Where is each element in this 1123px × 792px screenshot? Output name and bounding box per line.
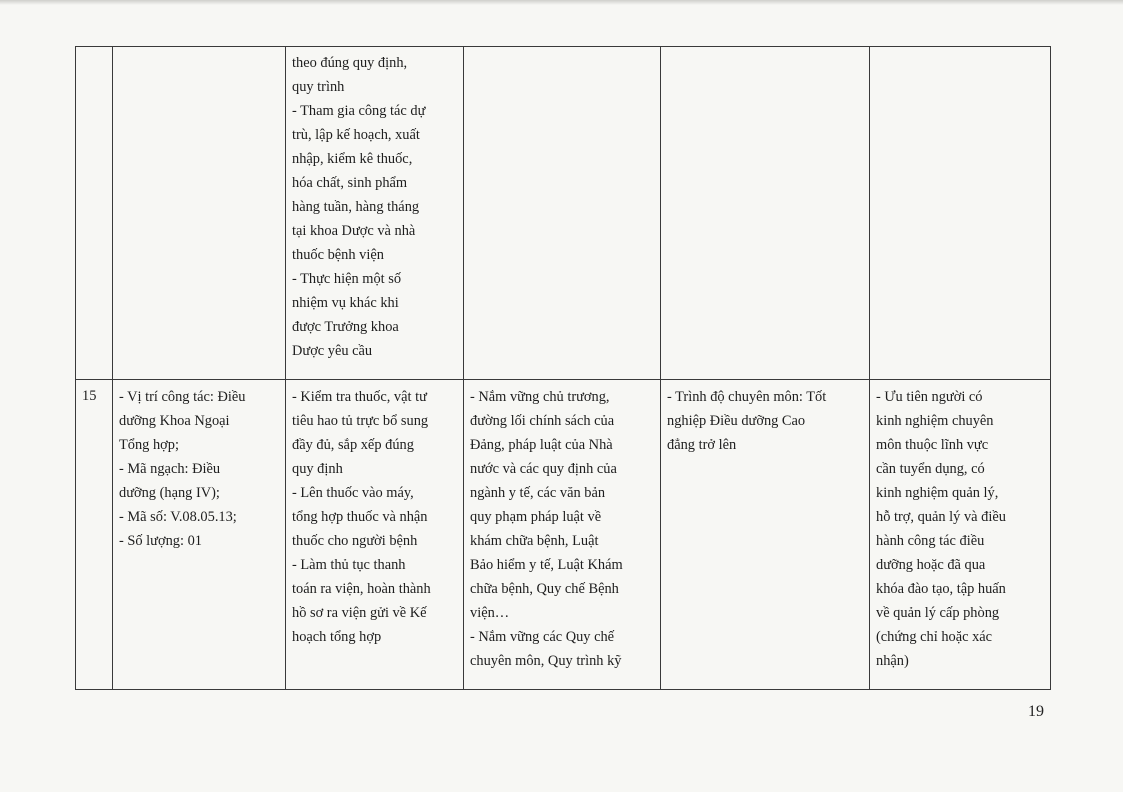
- priority-line: kinh nghiệm chuyên: [876, 413, 994, 429]
- cell-stt: [76, 47, 113, 380]
- cell-qualification: [661, 47, 870, 380]
- knowledge-line: ngành y tế, các văn bản: [470, 485, 606, 501]
- priority-line: môn thuộc lĩnh vực: [876, 437, 989, 453]
- knowledge-line: viện…: [470, 605, 510, 621]
- qualification-line: - Trình độ chuyên môn: Tốt: [667, 389, 827, 405]
- cell-qualification: [661, 380, 870, 690]
- priority-line: về quản lý cấp phòng: [876, 605, 1000, 621]
- priority-line: khóa đào tạo, tập huấn: [876, 581, 1006, 597]
- position-line: dưỡng Khoa Ngoại: [119, 413, 230, 429]
- duty-line: được Trưởng khoa: [292, 319, 399, 335]
- duty-line: quy trình: [292, 79, 345, 95]
- position-line: - Số lượng: 01: [119, 533, 202, 549]
- qualification-line: đẳng trở lên: [667, 437, 737, 453]
- duty-line: - Kiểm tra thuốc, vật tư: [292, 389, 427, 405]
- knowledge-line: Bảo hiểm y tế, Luật Khám: [470, 557, 623, 573]
- priority-line: hành công tác điều: [876, 533, 985, 549]
- duty-line: - Lên thuốc vào máy,: [292, 485, 414, 501]
- duty-line: hóa chất, sinh phẩm: [292, 175, 408, 191]
- scan-top-edge: [0, 0, 1123, 5]
- duty-line: hồ sơ ra viện gửi về Kế: [292, 605, 427, 621]
- duty-line: nhập, kiểm kê thuốc,: [292, 151, 413, 167]
- knowledge-line: khám chữa bệnh, Luật: [470, 533, 599, 549]
- position-line: - Mã ngạch: Điều: [119, 461, 221, 477]
- table-row-15: [76, 380, 1051, 690]
- duty-line: nhiệm vụ khác khi: [292, 295, 399, 311]
- priority-line: - Ưu tiên người có: [876, 389, 983, 405]
- position-line: - Vị trí công tác: Điều: [119, 389, 246, 405]
- position-line: Tổng hợp;: [119, 437, 179, 453]
- duty-line: tại khoa Dược và nhà: [292, 223, 416, 239]
- cell-position: [113, 380, 286, 690]
- priority-line: hỗ trợ, quản lý và điều: [876, 509, 1006, 525]
- cell-knowledge: [464, 47, 661, 380]
- knowledge-line: chữa bệnh, Quy chế Bệnh: [470, 581, 619, 597]
- duty-line: tổng hợp thuốc và nhận: [292, 509, 428, 525]
- priority-line: dưỡng hoặc đã qua: [876, 557, 986, 573]
- cell-priority: [870, 380, 1051, 690]
- duty-line: toán ra viện, hoàn thành: [292, 581, 431, 597]
- duty-line: thuốc cho người bệnh: [292, 533, 418, 549]
- recruitment-table: [75, 46, 1051, 690]
- priority-line: cần tuyển dụng, có: [876, 461, 985, 477]
- duty-line: - Thực hiện một số: [292, 271, 402, 287]
- cell-position: [113, 47, 286, 380]
- knowledge-line: chuyên môn, Quy trình kỹ: [470, 653, 622, 669]
- cell-knowledge: [464, 380, 661, 690]
- priority-line: (chứng chỉ hoặc xác: [876, 629, 993, 645]
- knowledge-line: quy phạm pháp luật về: [470, 509, 602, 525]
- knowledge-line: Đảng, pháp luật của Nhà: [470, 437, 613, 453]
- knowledge-line: nước và các quy định của: [470, 461, 617, 477]
- knowledge-line: - Nắm vững chủ trương,: [470, 389, 610, 405]
- duty-line: trù, lập kế hoạch, xuất: [292, 127, 420, 143]
- cell-duties: [286, 47, 464, 380]
- qualification-line: nghiệp Điều dưỡng Cao: [667, 413, 806, 429]
- duty-line: theo đúng quy định,: [292, 55, 408, 71]
- duty-line: hoạch tổng hợp: [292, 629, 382, 645]
- cell-duties: [286, 380, 464, 690]
- priority-line: kinh nghiệm quản lý,: [876, 485, 999, 501]
- duty-line: - Làm thủ tục thanh: [292, 557, 406, 573]
- cell-priority: [870, 47, 1051, 380]
- duty-line: thuốc bệnh viện: [292, 247, 384, 263]
- knowledge-line: đường lối chính sách của: [470, 413, 615, 429]
- position-line: - Mã số: V.08.05.13;: [119, 509, 237, 525]
- duty-line: hàng tuần, hàng tháng: [292, 199, 420, 215]
- priority-line: nhận): [876, 653, 909, 669]
- page-number: 19: [1028, 703, 1044, 720]
- position-line: dưỡng (hạng IV);: [119, 485, 220, 501]
- table-row-continued: [76, 47, 1051, 380]
- duty-line: đầy đủ, sắp xếp đúng: [292, 437, 414, 453]
- duty-line: tiêu hao tủ trực bổ sung: [292, 413, 429, 429]
- knowledge-line: - Nắm vững các Quy chế: [470, 629, 615, 645]
- duty-line: - Tham gia công tác dự: [292, 103, 426, 119]
- duty-line: Dược yêu cầu: [292, 343, 373, 359]
- cell-stt: 15: [76, 380, 113, 690]
- duty-line: quy định: [292, 461, 343, 477]
